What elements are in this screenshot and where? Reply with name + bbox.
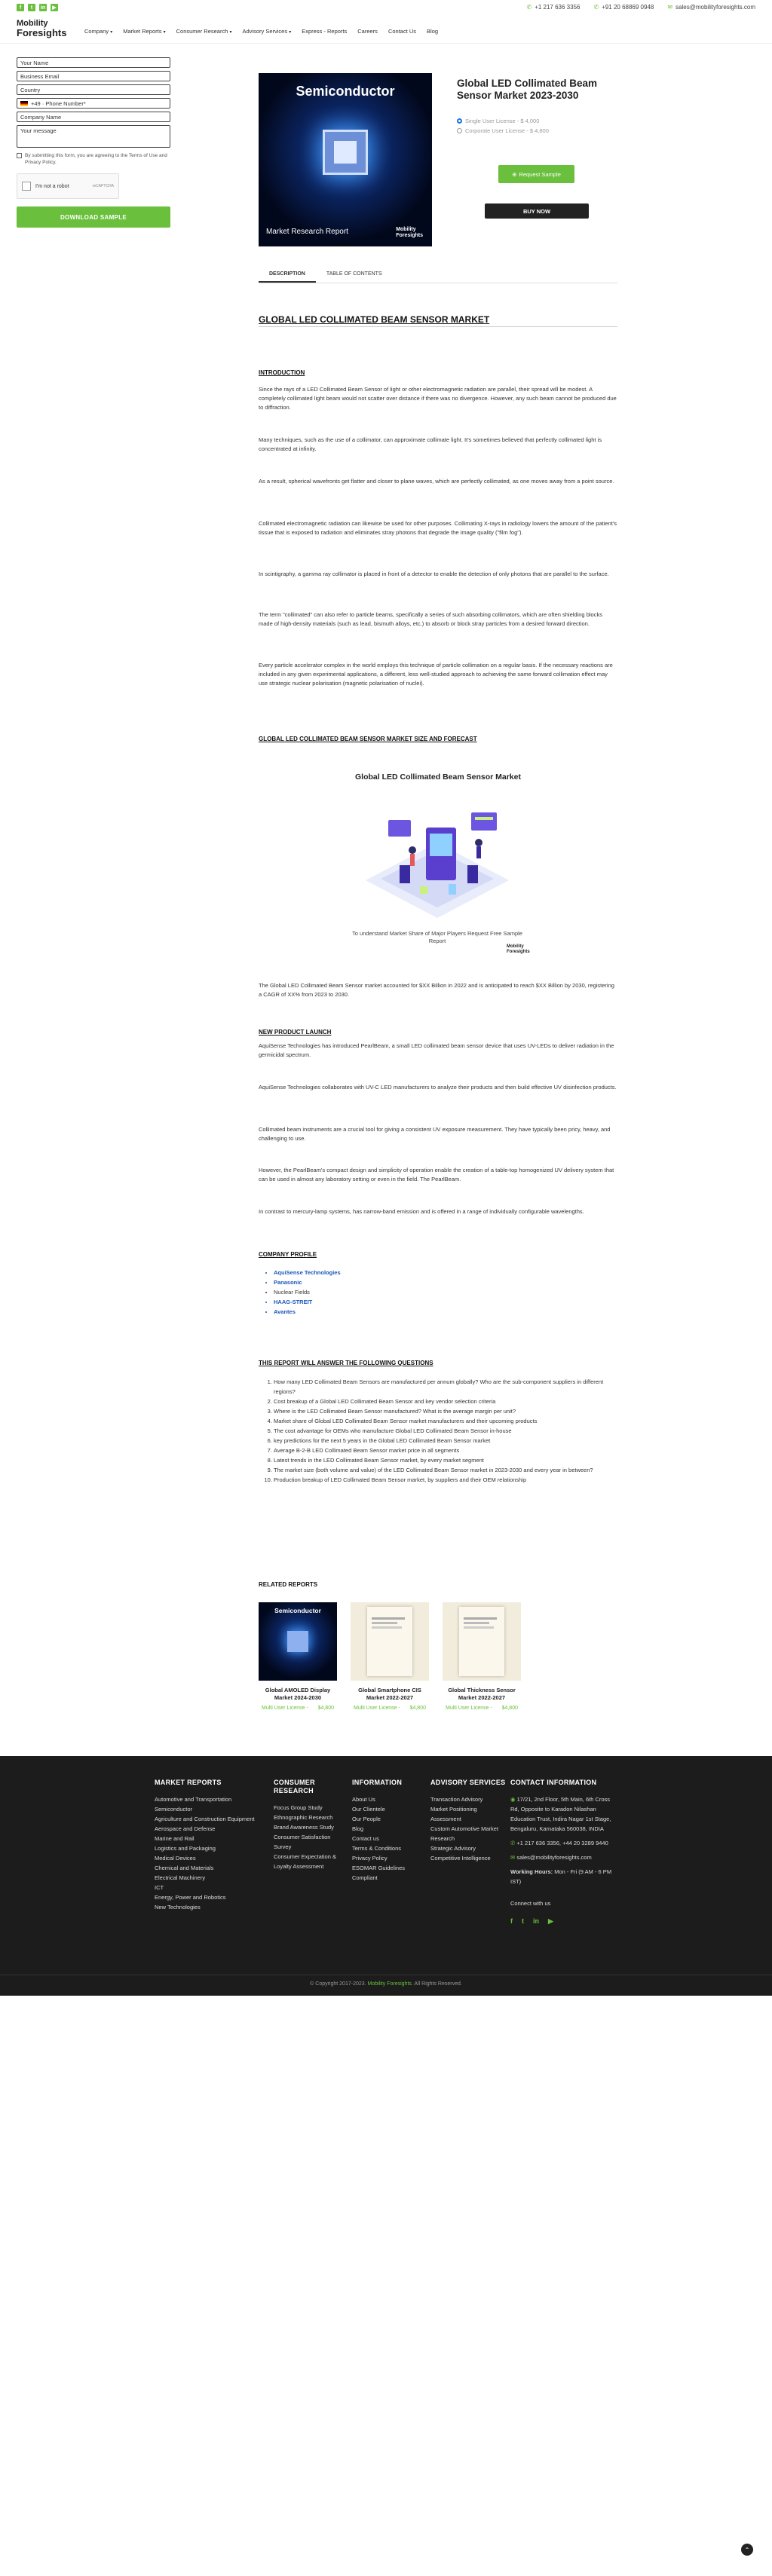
chevron-up-icon: ⌃ bbox=[744, 2546, 750, 2553]
related-reports-list bbox=[259, 1602, 521, 1712]
footer-link[interactable]: Logistics and Packaging bbox=[155, 1845, 216, 1852]
question-item: 7. Average B-2-B LED Collimated Beam Sensor market price in all segments bbox=[274, 1446, 617, 1455]
top-email-text: sales@mobilityforesights.com bbox=[676, 4, 755, 11]
country-field[interactable]: Country bbox=[17, 84, 170, 95]
intro-para-5: In scintigraphy, a gamma ray collimator is placed in front of a detector to enable the detection of only photons that are parallel to the surface. bbox=[259, 571, 609, 577]
consent-checkbox[interactable] bbox=[17, 153, 22, 158]
company-field[interactable]: Company Name bbox=[17, 112, 170, 122]
infographic-logo bbox=[507, 944, 530, 955]
footer-email[interactable] bbox=[510, 1852, 617, 1862]
cover-footer: Market Research Report bbox=[266, 228, 348, 236]
site-logo[interactable] bbox=[17, 19, 77, 38]
chevron-down-icon: ▾ bbox=[163, 30, 166, 35]
footer-heading: MARKET REPORTS bbox=[155, 1779, 222, 1786]
license-single-label: Single User License - $ 4,000 bbox=[465, 118, 540, 124]
phone-icon: ✆ bbox=[526, 4, 532, 11]
company-list bbox=[259, 1268, 617, 1317]
recaptcha bbox=[17, 173, 119, 199]
footer-connect: Connect with us bbox=[510, 1900, 551, 1907]
question-item: 8. Latest trends in the LED Collimated Beam Sensor market, by every market segment bbox=[274, 1455, 617, 1465]
footer-link[interactable]: Brand Awareness Study bbox=[274, 1824, 334, 1831]
germany-flag-icon[interactable] bbox=[20, 101, 28, 106]
intro-para-2: Many techniques, such as the use of a collimator, can approximate collimate light. It's sometimes believed that perfectly collimated light is concentrated at infinity. bbox=[259, 436, 602, 452]
license-single[interactable] bbox=[457, 118, 549, 124]
company-item[interactable]: • Panasonic bbox=[274, 1277, 617, 1287]
intro-para-3: As a result, spherical wavefronts get flatter and closer to plane waves, which are perfectly collimated, as one moves away from a point source. bbox=[259, 478, 614, 485]
infographic-illustration bbox=[358, 797, 516, 921]
top-email[interactable] bbox=[667, 4, 755, 11]
question-item: 5. The cost advantage for OEMs who manufacture Global LED Collimated Beam Sensor in-house bbox=[274, 1426, 617, 1436]
facebook-icon[interactable]: f bbox=[510, 1917, 513, 1925]
main-heading bbox=[259, 314, 617, 325]
nav-consumer-research-label: Consumer Research bbox=[176, 28, 228, 35]
license-corporate-label: Corporate User License - $ 4,800 bbox=[465, 127, 549, 134]
footer-link[interactable]: Energy, Power and Robotics bbox=[155, 1894, 226, 1901]
product-title: Global LED Collimated Beam Sensor Market 2023-2030 bbox=[457, 78, 598, 101]
nav-advisory-services-label: Advisory Services bbox=[242, 28, 288, 35]
footer-heading: ADVISORY SERVICES bbox=[430, 1779, 506, 1786]
copyright-post: . All Rights Reserved. bbox=[411, 1981, 462, 1987]
footer-hours-label: Working Hours: bbox=[510, 1868, 553, 1875]
nav-market-reports-label: Market Reports bbox=[123, 28, 162, 35]
launch-heading bbox=[259, 1029, 617, 1036]
top-phone-1[interactable] bbox=[526, 4, 580, 11]
question-item: 6. key predictions for the next 5 years in the Global LED Collimated Beam Sensor market bbox=[274, 1436, 617, 1446]
launch-para-5: In contrast to mercury-lamp systems, has narrow-band emission and is offered in a range of individually configurable wavelengths. bbox=[259, 1208, 584, 1215]
launch-para-4: However, the PearlBeam's compact design and simplicity of operation enable the creation of a table-top homogenized UV delivery system that can be used in almost any laboratory setting or even in the field. The PearlBeam. bbox=[259, 1167, 614, 1182]
tab-table-of-contents[interactable]: TABLE OF CONTENTS bbox=[326, 271, 382, 277]
footer-link[interactable]: Market Positioning Assessment bbox=[430, 1806, 477, 1822]
map-pin-icon: ◉ bbox=[510, 1796, 516, 1803]
related-report-license: Multi User License - bbox=[446, 1706, 492, 1711]
footer-email-text: sales@mobilityforesights.com bbox=[516, 1854, 592, 1861]
footer-link[interactable]: Strategic Advisory bbox=[430, 1845, 476, 1852]
book-graphic bbox=[459, 1607, 504, 1676]
chevron-down-icon: ▾ bbox=[229, 30, 232, 35]
footer-link[interactable]: Contact us bbox=[352, 1835, 379, 1842]
request-sample-label: Request Sample bbox=[519, 170, 561, 178]
radio-selected[interactable] bbox=[457, 118, 462, 124]
message-field[interactable]: Your message bbox=[17, 125, 170, 148]
related-report-name[interactable]: Global Thickness Sensor Market 2022-2027 bbox=[448, 1687, 516, 1701]
copyright-brand[interactable]: Mobility Foresights bbox=[367, 1981, 412, 1987]
questions-heading-text: THIS REPORT WILL ANSWER THE FOLLOWING QUESTIONS bbox=[259, 1360, 433, 1366]
radio-unselected[interactable] bbox=[457, 128, 462, 133]
site-header bbox=[0, 15, 772, 44]
footer-link[interactable]: Automotive and Transportation bbox=[155, 1796, 232, 1803]
mail-icon: ✉ bbox=[510, 1854, 516, 1861]
footer-link[interactable]: Terms & Conditions bbox=[352, 1845, 402, 1852]
tab-description[interactable]: DESCRIPTION bbox=[259, 268, 316, 283]
license-corporate[interactable] bbox=[457, 127, 549, 134]
youtube-icon[interactable]: ▶ bbox=[51, 4, 58, 11]
consent-row bbox=[17, 152, 170, 166]
top-phone-2[interactable] bbox=[593, 4, 654, 11]
company-item[interactable]: • Avantes bbox=[274, 1307, 617, 1317]
nav-consumer-research[interactable] bbox=[176, 28, 232, 35]
question-item: 1. How many LED Collimated Beam Sensors are manufactured per annum globally? Who are the sub-component suppliers in different regions? bbox=[274, 1377, 617, 1397]
size-heading bbox=[259, 736, 617, 742]
footer-link[interactable]: Electrical Machinery bbox=[155, 1874, 206, 1881]
footer-link[interactable]: Chemical and Materials bbox=[155, 1865, 214, 1871]
footer-link[interactable]: Aerospace and Defense bbox=[155, 1825, 216, 1832]
nav-advisory-services[interactable] bbox=[243, 28, 292, 35]
cover-logo-line-1: Mobility bbox=[396, 227, 416, 232]
book-graphic bbox=[367, 1607, 412, 1676]
intro-para-4: Collimated electromagnetic radiation can likewise be used for other purposes. Collimating X-rays in radiology lowers the amount of the patient's tissue that is exposed to radiation and eliminates stray photons that degrade the image quality ("film fog"). bbox=[259, 520, 617, 536]
related-cover-title: Semiconductor bbox=[274, 1607, 321, 1614]
questions-heading bbox=[259, 1360, 617, 1366]
nav-contact-us[interactable]: Contact Us bbox=[388, 28, 417, 35]
company-heading bbox=[259, 1251, 617, 1258]
nav-blog[interactable]: Blog bbox=[427, 28, 439, 35]
related-report-license: Multi User License - bbox=[262, 1706, 308, 1711]
cover-logo-line-2: Foresights bbox=[396, 233, 423, 238]
footer-link[interactable]: Transaction Advisory bbox=[430, 1796, 483, 1803]
footer-link[interactable]: Competitive Intelligence bbox=[430, 1855, 491, 1862]
email-field[interactable]: Business Email bbox=[17, 71, 170, 81]
related-report-card[interactable] bbox=[351, 1602, 429, 1712]
footer-link[interactable]: Blog bbox=[352, 1825, 364, 1832]
launch-heading-text: NEW PRODUCT LAUNCH bbox=[259, 1029, 332, 1036]
phone-code: +49 bbox=[31, 99, 41, 107]
request-sample-button[interactable] bbox=[498, 165, 574, 183]
recaptcha-label: I'm not a robot bbox=[35, 183, 69, 189]
footer-contact bbox=[510, 1779, 617, 1926]
copyright-pre: © Copyright 2017-2023. bbox=[310, 1981, 366, 1987]
download-icon: ⊕ bbox=[512, 170, 517, 178]
chevron-down-icon: ▾ bbox=[289, 30, 292, 35]
intro-heading-text: INTRODUCTION bbox=[259, 369, 305, 376]
phone-icon: ✆ bbox=[593, 4, 599, 11]
cover-title: Semiconductor bbox=[296, 84, 395, 99]
heading-divider bbox=[259, 326, 617, 327]
company-item[interactable]: • AquiSense Technologies bbox=[274, 1268, 617, 1277]
related-report-price-row bbox=[443, 1705, 521, 1712]
chevron-down-icon: ▾ bbox=[110, 30, 113, 35]
license-options bbox=[457, 118, 549, 137]
cover-logo bbox=[396, 227, 423, 239]
scroll-to-top-button[interactable] bbox=[741, 2544, 753, 2556]
footer-heading: INFORMATION bbox=[352, 1779, 403, 1786]
footer-consumer-research bbox=[274, 1779, 349, 1871]
related-report-cover[interactable] bbox=[351, 1602, 429, 1681]
footer-market-reports bbox=[155, 1779, 260, 1912]
main-heading-text: GLOBAL LED COLLIMATED BEAM SENSOR MARKET bbox=[259, 314, 490, 325]
footer-social-links bbox=[510, 1917, 617, 1926]
top-phone-1-text: +1 217 636 3356 bbox=[535, 4, 581, 11]
infographic-title: Global LED Collimated Beam Sensor Market bbox=[355, 772, 521, 782]
name-field[interactable]: Your Name bbox=[17, 57, 170, 68]
infographic-logo-line-2: Foresights bbox=[507, 950, 530, 954]
related-report-license: Multi User License - bbox=[354, 1706, 400, 1711]
consent-text: By submitting this form, you are agreeing to the Terms of Use and Privacy Policy. bbox=[25, 153, 167, 165]
mail-icon: ✉ bbox=[667, 4, 673, 11]
linkedin-icon[interactable]: in bbox=[533, 1917, 539, 1925]
company-heading-text: COMPANY PROFILE bbox=[259, 1251, 317, 1258]
related-report-cover[interactable] bbox=[259, 1602, 337, 1681]
twitter-icon[interactable]: t bbox=[28, 4, 35, 11]
top-phone-2-text: +91 20 68869 0948 bbox=[602, 4, 654, 11]
intro-heading bbox=[259, 369, 617, 376]
related-reports-heading: RELATED REPORTS bbox=[259, 1581, 318, 1588]
footer-link[interactable]: Consumer Expectation & Loyalty Assessment bbox=[274, 1853, 336, 1870]
recaptcha-checkbox[interactable] bbox=[22, 182, 31, 191]
intro-para-6: The term "collimated" can also refer to particle beams, specifically a series of such absorbing collimators, which are often shielding blocks made of high-density materials (such as lead, bismuth alloys, etc.) to absorb or block stray particles from a desired forward direction. bbox=[259, 611, 602, 627]
related-report-price: $4,800 bbox=[317, 1706, 334, 1711]
footer-link[interactable]: Consumer Satisfaction Survey bbox=[274, 1834, 331, 1850]
footer-link[interactable]: Agriculture and Construction Equipment bbox=[155, 1816, 255, 1822]
size-para: The Global LED Collimated Beam Sensor market accounted for $XX Billion in 2022 and is anticipated to reach $XX Billion by 2030, registering a CAGR of XX% from 2023 to 2030. bbox=[259, 982, 614, 998]
footer-link[interactable]: Our Clientele bbox=[352, 1806, 385, 1813]
footer-link[interactable]: Our People bbox=[352, 1816, 381, 1822]
footer-link[interactable]: Medical Devices bbox=[155, 1855, 196, 1862]
phone-icon: ✆ bbox=[510, 1840, 516, 1846]
nav-company-label: Company bbox=[84, 28, 109, 35]
recaptcha-brand: reCAPTCHA bbox=[92, 184, 114, 188]
footer-link[interactable]: Focus Group Study bbox=[274, 1804, 323, 1811]
related-report-card[interactable] bbox=[259, 1602, 337, 1712]
footer-link[interactable]: Marine and Rail bbox=[155, 1835, 195, 1842]
nav-company[interactable] bbox=[84, 28, 112, 35]
infographic-caption: To understand Market Share of Major Players Request Free Sample Report bbox=[352, 930, 522, 944]
copyright bbox=[0, 1975, 772, 1987]
logo-line-2: Foresights bbox=[17, 27, 67, 38]
logo-line-1: Mobility bbox=[17, 19, 48, 28]
nav-market-reports[interactable] bbox=[123, 28, 165, 35]
top-social-links bbox=[17, 4, 58, 11]
related-report-price: $4,800 bbox=[501, 1706, 518, 1711]
facebook-icon[interactable]: f bbox=[17, 4, 24, 11]
related-report-card[interactable] bbox=[443, 1602, 521, 1712]
launch-para-2: AquiSense Technologies collaborates with UV-C LED manufacturers to analyze their products and then build effective UV disinfection products. bbox=[259, 1084, 617, 1091]
footer-link[interactable]: Privacy Policy bbox=[352, 1855, 388, 1862]
footer-phones[interactable] bbox=[510, 1838, 617, 1848]
footer-advisory bbox=[430, 1779, 506, 1863]
question-item: 9. The market size (both volume and value) of the LED Collimated Beam Sensor market in 2023-2030 and every year in between? bbox=[274, 1465, 617, 1475]
footer-address-text: 17/21, 2nd Floor, 5th Main, 6th Cross Rd, Opposite to Karadon Nilashan Education Trust, Indira Nagar 1st Stage, Bengaluru, Karnataka 560038, INDIA bbox=[510, 1796, 611, 1832]
related-report-price-row bbox=[259, 1705, 337, 1712]
footer-link[interactable]: About Us bbox=[352, 1796, 375, 1803]
related-report-name[interactable]: Global Smartphone CIS Market 2022-2027 bbox=[358, 1687, 421, 1701]
twitter-icon[interactable]: t bbox=[522, 1917, 524, 1925]
company-item: • Nuclear Fields bbox=[274, 1287, 617, 1297]
recaptcha-logo bbox=[93, 184, 114, 188]
download-sample-button[interactable]: DOWNLOAD SAMPLE bbox=[17, 207, 170, 228]
report-tabs bbox=[259, 268, 617, 283]
intro-para-7: Every particle accelerator complex in the world employs this technique of particle collimation on a regular basis. If the necessary reactions are included in any given experimental applications, a different, less well-studied approach to achieving the same forward collimation effect may use strategic nuclear polarisation (magnetic polarisation of nuclei). bbox=[259, 662, 613, 687]
top-contact bbox=[526, 4, 755, 11]
size-heading-text: GLOBAL LED COLLIMATED BEAM SENSOR MARKET SIZE AND FORECAST bbox=[259, 736, 477, 742]
site-footer bbox=[0, 1756, 772, 1996]
footer-link[interactable]: Custom Automotive Market Research bbox=[430, 1825, 499, 1842]
footer-link[interactable]: ESOMAR Guidelines Compliant bbox=[352, 1865, 406, 1881]
footer-phones-text: +1 217 636 3356, +44 20 3289 9440 bbox=[516, 1840, 608, 1846]
top-bar bbox=[0, 0, 772, 15]
footer-hours-text: Mon - Fri (9 AM - 6 PM IST) bbox=[510, 1868, 612, 1885]
related-report-name[interactable]: Global AMOLED Display Market 2024-2030 bbox=[265, 1687, 331, 1701]
footer-hours bbox=[510, 1867, 617, 1886]
footer-heading: CONSUMER RESEARCH bbox=[274, 1779, 315, 1794]
chip-graphic bbox=[287, 1631, 308, 1652]
related-report-price: $4,800 bbox=[409, 1706, 426, 1711]
infographic-logo-line-1: Mobility bbox=[507, 944, 524, 949]
linkedin-icon[interactable]: in bbox=[40, 5, 46, 11]
question-item: 4. Market share of Global LED Collimated Beam Sensor market manufacturers and their upcoming products bbox=[274, 1416, 617, 1426]
launch-para-3: Collimated beam instruments are a crucial tool for giving a consistent UV exposure measurement. They have typically been pricy, heavy, and challenging to use. bbox=[259, 1126, 611, 1142]
related-report-price-row bbox=[351, 1705, 429, 1712]
main-nav bbox=[84, 28, 438, 35]
footer-heading: CONTACT INFORMATION bbox=[510, 1779, 597, 1786]
nav-careers[interactable]: Careers bbox=[357, 28, 378, 35]
footer-link[interactable]: Ethnographic Research bbox=[274, 1814, 333, 1821]
phone-placeholder: Phone Number* bbox=[45, 99, 86, 107]
footer-link[interactable]: ICT bbox=[155, 1884, 164, 1891]
question-item: 2. Cost breakup of a Global LED Collimated Beam Sensor and key vendor selection criteria bbox=[274, 1397, 617, 1406]
intro-para-1: Since the rays of a LED Collimated Beam Sensor of light or other electromagnetic radiation are parallel, their spread will be modest. A completely collimated light beam would not scatter over distance if there was no divergence. However, any such beam cannot be produced due to diffraction. bbox=[259, 386, 617, 411]
sample-request-form bbox=[17, 57, 170, 228]
footer-address bbox=[510, 1794, 617, 1834]
question-item: 3. Where is the LED Collimated Beam Sensor manufactured? What is the average margin per unit? bbox=[274, 1406, 617, 1416]
phone-field[interactable]: +49 · Phone Number* bbox=[17, 98, 170, 109]
company-item[interactable]: • HAAG-STREIT bbox=[274, 1297, 617, 1307]
footer-information bbox=[352, 1779, 427, 1883]
related-report-cover[interactable] bbox=[443, 1602, 521, 1681]
youtube-icon[interactable]: ▶ bbox=[548, 1917, 553, 1925]
question-item: 10. Production breakup of LED Collimated Beam Sensor market, by suppliers and their OEM relationship bbox=[274, 1475, 617, 1485]
nav-express-reports[interactable]: Express - Reports bbox=[302, 28, 348, 35]
questions-list bbox=[259, 1377, 617, 1485]
launch-para-1: AquiSense Technologies has introduced PearlBeam, a small LED collimated beam sensor device that uses UV-LEDs to deliver radiation in the germicidal spectrum. bbox=[259, 1042, 614, 1058]
buy-now-button[interactable]: BUY NOW bbox=[485, 203, 589, 219]
footer-link[interactable]: New Technologies bbox=[155, 1904, 201, 1911]
report-cover-image bbox=[259, 73, 432, 246]
footer-link[interactable]: Semiconductor bbox=[155, 1806, 193, 1813]
chip-graphic bbox=[323, 130, 368, 175]
